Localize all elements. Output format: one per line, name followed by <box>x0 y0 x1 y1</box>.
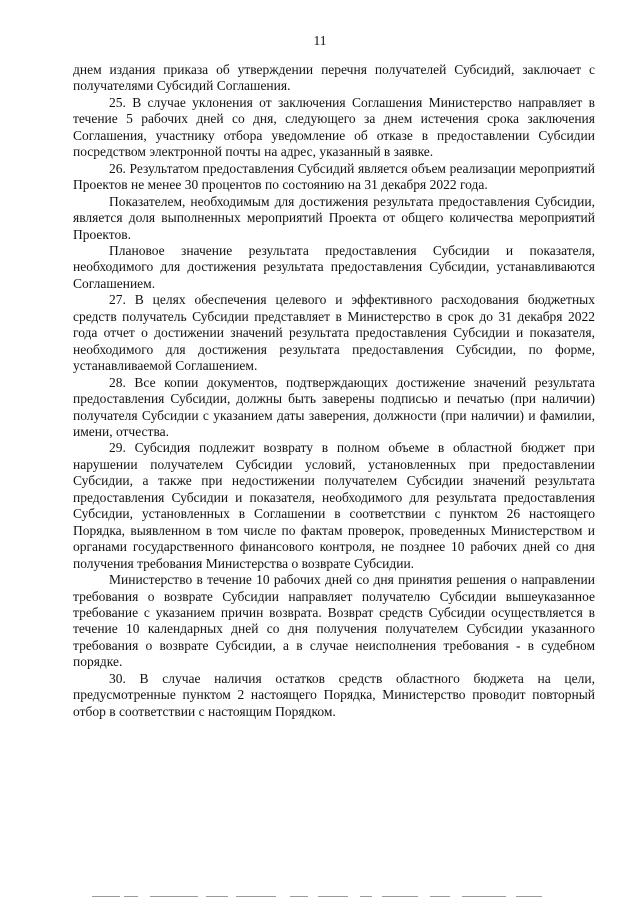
paragraph-27: 27. В целях обеспечения целевого и эффективного расходования бюджетных средств получатель Субсидии представляет в Министерство в срок до 31 декабря 2022 года отчет о достижении значений результата предоставления Субсидии и показателя, необходимого для достижения результата предоставления Субсидии, по форме, устанавливаемой Соглашением. <box>73 292 595 374</box>
paragraph-28: 28. Все копии документов, подтверждающих достижение значений результата предоставления Субсидии, должны быть заверены подписью и печатью (при наличии) получателя Субсидии с указанием даты заверения, должности (при наличии) и фамилии, имени, отчества. <box>73 374 595 439</box>
scan-artifact-line <box>0 896 640 899</box>
paragraph-26-planned-value: Плановое значение результата предоставления Субсидии и показателя, необходимого для достижения результата предоставления Субсидии, устанавливаются Соглашением. <box>73 242 595 291</box>
paragraph-26-indicator: Показателем, необходимым для достижения результата предоставления Субсидии, является доля выполненных мероприятий Проекта от общего количества мероприятий Проектов. <box>73 193 595 242</box>
paragraph-29-ministry-demand: Министерство в течение 10 рабочих дней со дня принятия решения о направлении требования о возврате Субсидии направляет получателю Субсидии вышеуказанное требование с указанием причин возврата. Возврат средств Субсидии осуществляется в течение 10 календарных дней со дня получения получателем Субсидии указанного требования о возврате Субсидии, а в случае неисполнения требования - в судебном порядке. <box>73 572 595 670</box>
paragraph-continuation: днем издания приказа об утверждении перечня получателей Субсидий, заключает с получателями Субсидий Соглашения. <box>73 62 595 94</box>
document-body <box>73 62 595 720</box>
paragraph-29: 29. Субсидия подлежит возврату в полном объеме в областной бюджет при нарушении получателем Субсидии условий, установленных при предоставлении Субсидии, а также при недостижении получателем Субсидии значений результата предоставления Субсидии и показателя, необходимого для результата предоставления Субсидии, установленных в Соглашении в соответствии с пунктом 26 настоящего Порядка, выявленном в том числе по фактам проверок, проведенных Министерством и органами государственного финансового контроля, не позднее 10 рабочих дней со дня получения требования Министерства о возврате Субсидии. <box>73 440 595 571</box>
paragraph-25: 25. В случае уклонения от заключения Соглашения Министерство направляет в течение 5 рабочих дней со дня, следующего за днем истечения срока заключения Соглашения, участнику отбора уведомление об отказе в предоставлении Субсидии посредством электронной почты на адрес, указанный в заявке. <box>73 94 595 160</box>
paragraph-26: 26. Результатом предоставления Субсидий является объем реализации мероприятий Проектов не менее 30 процентов по состоянию на 31 декабря 2022 года. <box>73 160 595 193</box>
page-number: 11 <box>313 33 327 48</box>
paragraph-30: 30. В случае наличия остатков средств областного бюджета на цели, предусмотренные пунктом 2 настоящего Порядка, Министерство проводит повторный отбор в соответствии с настоящим Порядком. <box>73 670 595 719</box>
